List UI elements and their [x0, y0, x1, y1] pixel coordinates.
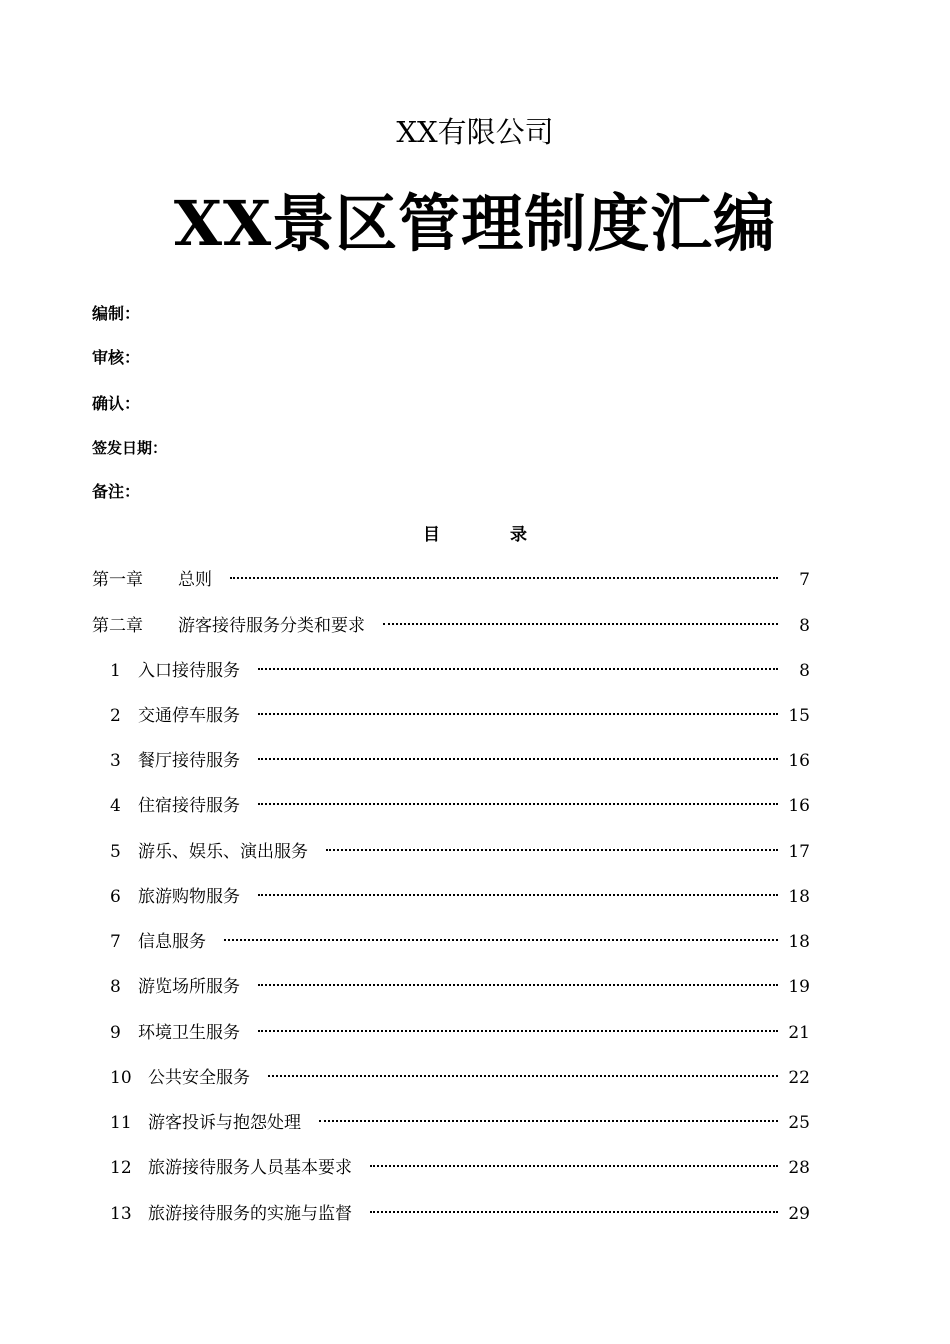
toc-leader-dots: [370, 1165, 778, 1167]
toc-entry[interactable]: [92, 612, 810, 640]
toc-heading: [0, 522, 950, 548]
toc-entry-number: 13: [110, 1204, 132, 1224]
toc-entry-label: 公共安全服务: [148, 1068, 250, 1088]
toc-entry-label: 交通停车服务: [138, 706, 240, 726]
toc-entry-label: 餐厅接待服务: [138, 751, 240, 771]
toc-entry-page: 18: [788, 887, 810, 907]
meta-field-remarks: 备注：: [92, 482, 141, 501]
toc-entry[interactable]: [92, 566, 810, 594]
toc-leader-dots: [370, 1211, 778, 1213]
toc-entry-label: 住宿接待服务: [138, 796, 240, 816]
toc-entry[interactable]: [110, 973, 810, 1001]
toc-entry[interactable]: [110, 1064, 810, 1092]
toc-leader-dots: [224, 939, 778, 941]
toc-leader-dots: [319, 1120, 778, 1122]
toc-leader-dots: [258, 803, 778, 805]
toc-entry-label: 入口接待服务: [138, 661, 240, 681]
toc-entry-page: 22: [788, 1068, 810, 1088]
toc-entry-label: 旅游接待服务人员基本要求: [148, 1158, 352, 1178]
toc-leader-dots: [258, 1030, 778, 1032]
toc-entry-number: 11: [110, 1113, 132, 1133]
toc-entry[interactable]: [110, 928, 810, 956]
meta-field-issue-date: 签发日期：: [92, 439, 168, 457]
toc-entry-page: 28: [788, 1158, 810, 1178]
toc-entry-page: 16: [788, 751, 810, 771]
toc-entry-page: 8: [799, 616, 810, 636]
toc-entry-label: 旅游接待服务的实施与监督: [148, 1204, 352, 1224]
toc-entry-number: 第二章: [92, 616, 143, 636]
toc-heading-right: 录: [510, 525, 527, 545]
toc-entry[interactable]: [110, 1200, 810, 1228]
meta-field-reviewer: 审核：: [92, 348, 141, 367]
toc-entry-label: 游览场所服务: [138, 977, 240, 997]
toc-entry[interactable]: [110, 1019, 810, 1047]
toc-heading-left: 目: [423, 525, 440, 545]
toc-entry-label: 旅游购物服务: [138, 887, 240, 907]
toc-leader-dots: [268, 1075, 778, 1077]
toc-leader-dots: [258, 668, 778, 670]
toc-entry-label: 环境卫生服务: [138, 1023, 240, 1043]
toc-entry-number: 2: [110, 706, 121, 726]
toc-entry-page: 8: [799, 661, 810, 681]
toc-entry-number: 7: [110, 932, 121, 952]
toc-leader-dots: [258, 758, 778, 760]
toc-entry-page: 7: [799, 570, 810, 590]
toc-entry-number: 第一章: [92, 570, 143, 590]
toc-leader-dots: [383, 623, 778, 625]
toc-entry-number: 12: [110, 1158, 132, 1178]
toc-entry[interactable]: [110, 1109, 810, 1137]
toc-entry[interactable]: [110, 1154, 810, 1182]
toc-leader-dots: [258, 894, 778, 896]
meta-field-editor: 编制：: [92, 304, 141, 323]
toc-entry-page: 18: [788, 932, 810, 952]
meta-field-confirm: 确认：: [92, 394, 141, 413]
toc-entry-page: 16: [788, 796, 810, 816]
toc-entry-label: 游客接待服务分类和要求: [178, 616, 365, 636]
toc-entry[interactable]: [110, 883, 810, 911]
company-name: XX有限公司: [396, 115, 554, 149]
toc-entry[interactable]: [110, 747, 810, 775]
toc-entry-label: 游客投诉与抱怨处理: [148, 1113, 301, 1133]
toc-entry[interactable]: [110, 792, 810, 820]
toc-leader-dots: [230, 577, 778, 579]
toc-entry-number: 1: [110, 661, 121, 681]
toc-entry-page: 21: [788, 1023, 810, 1043]
toc-entry-number: 6: [110, 887, 121, 907]
toc-entry[interactable]: [110, 702, 810, 730]
toc-leader-dots: [258, 984, 778, 986]
toc-entry[interactable]: [110, 657, 810, 685]
toc-entry-number: 10: [110, 1068, 132, 1088]
toc-entry-number: 9: [110, 1023, 121, 1043]
document-title: XX景区管理制度汇编: [173, 187, 777, 260]
toc-entry-number: 4: [110, 796, 121, 816]
toc-leader-dots: [258, 713, 778, 715]
toc-entry-page: 15: [788, 706, 810, 726]
toc-entry-number: 5: [110, 842, 121, 862]
toc-entry-label: 信息服务: [138, 932, 206, 952]
toc-leader-dots: [326, 849, 778, 851]
toc-entry-page: 17: [788, 842, 810, 862]
toc-entry-number: 8: [110, 977, 121, 997]
toc-entry-page: 19: [788, 977, 810, 997]
toc-entry-label: 总则: [178, 570, 212, 590]
toc-entry-number: 3: [110, 751, 121, 771]
toc-entry-page: 25: [788, 1113, 810, 1133]
toc-entry-label: 游乐、娱乐、演出服务: [138, 842, 308, 862]
toc-entry-page: 29: [788, 1204, 810, 1224]
toc-entry[interactable]: [110, 838, 810, 866]
